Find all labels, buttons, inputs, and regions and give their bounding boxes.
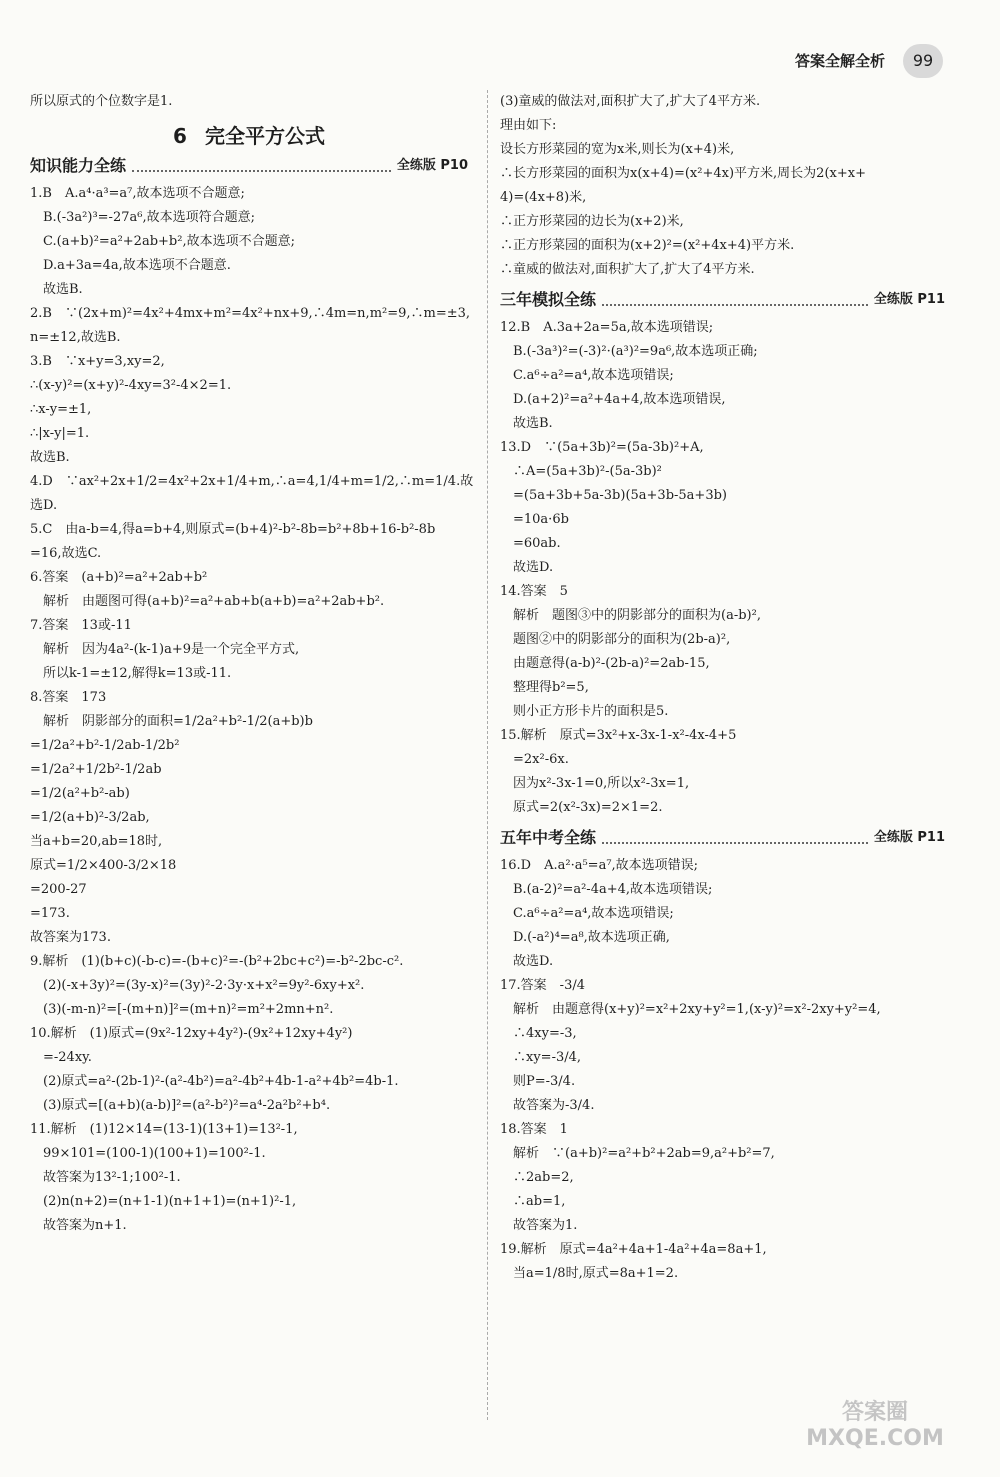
chapter-title	[30, 124, 468, 148]
text-line: ∴2ab=2,	[500, 1170, 574, 1185]
text-line: ∴A=(5a+3b)²-(5a-3b)²	[500, 464, 662, 479]
text-line: B.(-3a³)²=(-3)²·(a³)²=9a⁶,故本选项正确;	[500, 344, 758, 359]
text-line: 所以k-1=±12,解得k=13或-11.	[30, 666, 232, 681]
section-title: 三年模拟全练	[500, 290, 597, 309]
text-line: =60ab.	[500, 536, 561, 551]
text-line: (3)童威的做法对,面积扩大了,扩大了4平方米.	[500, 94, 761, 109]
text-line: 故选B.	[30, 450, 70, 465]
text-line: =1/2a²+b²-1/2ab-1/2b²	[30, 738, 180, 753]
text-line: 则P=-3/4.	[500, 1074, 576, 1089]
text-line: 解析 阴影部分的面积=1/2a²+b²-1/2(a+b)b	[30, 714, 313, 729]
text-line: 3.B ∵x+y=3,xy=2,	[30, 354, 165, 369]
text-line: 11.解析 (1)12×14=(13-1)(13+1)=13²-1,	[30, 1122, 298, 1137]
right-column	[500, 90, 945, 1286]
text-line: 6.答案 (a+b)²=a²+2ab+b²	[30, 570, 208, 585]
text-line: 理由如下:	[500, 118, 557, 133]
text-line: (3)原式=[(a+b)(a-b)]²=(a²-b²)²=a⁴-2a²b²+b⁴.	[30, 1098, 331, 1113]
text-line: C.a⁶÷a²=a⁴,故本选项错误;	[500, 906, 674, 921]
page-number: 99	[903, 44, 943, 78]
text-line: B.(-3a²)³=-27a⁶,故本选项符合题意;	[30, 210, 255, 225]
text-line: 故选B.	[30, 282, 83, 297]
leader-dots	[602, 294, 868, 306]
section-title: 知识能力全练	[30, 156, 127, 175]
text-line: 解析 由题图可得(a+b)²=a²+ab+b(a+b)=a²+2ab+b².	[30, 594, 385, 609]
section-ref: 全练版 P10	[396, 158, 468, 173]
text-line: 故答案为-3/4.	[500, 1098, 595, 1113]
text-line: 4)=(4x+8)米,	[500, 190, 587, 205]
text-line: 19.解析 原式=4a²+4a+1-4a²+4a=8a+1,	[500, 1242, 767, 1257]
text-line: (2)n(n+2)=(n+1-1)(n+1+1)=(n+1)²-1,	[30, 1194, 297, 1209]
text-line: 由题意得(a-b)²-(2b-a)²=2ab-15,	[500, 656, 710, 671]
text-line: 解析 题图③中的阴影部分的面积为(a-b)²,	[500, 608, 761, 623]
text-line: 因为x²-3x-1=0,所以x²-3x=1,	[500, 776, 690, 791]
text-line: 设长方形菜园的宽为x米,则长为(x+4)米,	[500, 142, 735, 157]
text-line: (2)(-x+3y)²=(3y-x)²=(3y)²-2·3y·x+x²=9y²-6xy+x².	[30, 978, 365, 993]
text-line: 故答案为13²-1;100²-1.	[30, 1170, 181, 1185]
text-line: 故答案为173.	[30, 930, 111, 945]
text-line: 故选D.	[500, 954, 554, 969]
text-line: 当a=1/8时,原式=8a+1=2.	[500, 1266, 679, 1281]
text-line: =1/2(a+b)²-3/2ab,	[30, 810, 150, 825]
text-line: n=±12,故选B.	[30, 330, 121, 345]
text-line: 9.解析 (1)(b+c)(-b-c)=-(b+c)²=-(b²+2bc+c²)=-b²-2bc-c².	[30, 954, 404, 969]
text-line: 故答案为1.	[500, 1218, 578, 1233]
text-line: D.(-a²)⁴=a⁸,故本选项正确,	[500, 930, 670, 945]
section-ref: 全练版 P11	[873, 292, 945, 307]
text-line: C.(a+b)²=a²+2ab+b²,故本选项不合题意;	[30, 234, 295, 249]
text-line: (3)(-m-n)²=[-(m+n)]²=(m+n)²=m²+2mn+n².	[30, 1002, 334, 1017]
section-ref: 全练版 P11	[873, 830, 945, 845]
text-line: 解析 由题意得(x+y)²=x²+2xy+y²=1,(x-y)²=x²-2xy+y²=4,	[500, 1002, 881, 1017]
text-line: =16,故选C.	[30, 546, 102, 561]
text-line: ∴童威的做法对,面积扩大了,扩大了4平方米.	[500, 262, 755, 277]
text-line: =200-27	[30, 882, 87, 897]
text-line: D.(a+2)²=a²+4a+4,故本选项错误,	[500, 392, 726, 407]
text-line: 解析 ∵(a+b)²=a²+b²+2ab=9,a²+b²=7,	[500, 1146, 775, 1161]
text-line: B.(a-2)²=a²-4a+4,故本选项错误;	[500, 882, 713, 897]
text-line: =-24xy.	[30, 1050, 92, 1065]
section-title: 五年中考全练	[500, 828, 597, 847]
text-line: ∴正方形菜园的面积为(x+2)²=(x²+4x+4)平方米.	[500, 238, 795, 253]
text-line: ∴|x-y|=1.	[30, 426, 90, 441]
text-line: 故答案为n+1.	[30, 1218, 127, 1233]
text-line: ∴ab=1,	[500, 1194, 566, 1209]
text-line: 选D.	[30, 498, 58, 513]
text-line: C.a⁶÷a²=a⁴,故本选项错误;	[500, 368, 674, 383]
text-line: (2)原式=a²-(2b-1)²-(a²-4b²)=a²-4b²+4b-1-a²+4b²=4b-1.	[30, 1074, 399, 1089]
text-line: 解析 因为4a²-(k-1)a+9是一个完全平方式,	[30, 642, 300, 657]
text-line: =1/2a²+1/2b²-1/2ab	[30, 762, 162, 777]
section-header	[30, 154, 468, 178]
text-line: 原式=1/2×400-3/2×18	[30, 858, 177, 873]
text-line: 5.C 由a-b=4,得a=b+4,则原式=(b+4)²-b²-8b=b²+8b+16-b²-8b	[30, 522, 436, 537]
column-divider	[487, 90, 488, 1420]
text-line: ∴正方形菜园的边长为(x+2)米,	[500, 214, 684, 229]
text-line: =173.	[30, 906, 70, 921]
watermark-logo: 答案圈	[841, 1400, 908, 1425]
text-line: 8.答案 173	[30, 690, 107, 705]
text-line: =1/2(a²+b²-ab)	[30, 786, 130, 801]
leader-dots	[602, 832, 868, 844]
text-line: 14.答案 5	[500, 584, 568, 599]
text-line: 题图②中的阴影部分的面积为(2b-a)²,	[500, 632, 731, 647]
watermark	[790, 1400, 960, 1452]
text-line: 7.答案 13或-11	[30, 618, 132, 633]
text-line: 原式=2(x²-3x)=2×1=2.	[500, 800, 663, 815]
text-line: 故选D.	[500, 560, 554, 575]
text-line: ∴x-y=±1,	[30, 402, 92, 417]
leader-dots	[132, 160, 391, 172]
text-line: 10.解析 (1)原式=(9x²-12xy+4y²)-(9x²+12xy+4y²)	[30, 1026, 353, 1041]
chapter-number: 6	[173, 124, 187, 148]
text-line: ∴长方形菜园的面积为x(x+4)=(x²+4x)平方米,周长为2(x+x+	[500, 166, 866, 181]
text-line: 故选B.	[500, 416, 553, 431]
text-line: 15.解析 原式=3x²+x-3x-1-x²-4x-4+5	[500, 728, 737, 743]
text-line: =2x²-6x.	[500, 752, 569, 767]
chapter-text: 完全平方公式	[204, 124, 325, 148]
text-line: 则小正方形卡片的面积是5.	[500, 704, 669, 719]
text-line: 18.答案 1	[500, 1122, 568, 1137]
text-line: ∴xy=-3/4,	[500, 1050, 582, 1065]
text-line: 整理得b²=5,	[500, 680, 589, 695]
text-line: 当a+b=20,ab=18时,	[30, 834, 163, 849]
watermark-domain: MXQE.COM	[806, 1426, 944, 1451]
text-line: ∴(x-y)²=(x+y)²-4xy=3²-4×2=1.	[30, 378, 232, 393]
text-line: =10a·6b	[500, 512, 569, 527]
text-line: 12.B A.3a+2a=5a,故本选项错误;	[500, 320, 714, 335]
text-line: =(5a+3b+5a-3b)(5a+3b-5a+3b)	[500, 488, 727, 503]
section-header	[500, 826, 945, 850]
text-line: 99×101=(100-1)(100+1)=100²-1.	[30, 1146, 266, 1161]
text-line: 1.B A.a⁴·a³=a⁷,故本选项不合题意;	[30, 186, 245, 201]
text-line: 16.D A.a²·a⁵=a⁷,故本选项错误;	[500, 858, 699, 873]
text-line: 2.B ∵(2x+m)²=4x²+4mx+m²=4x²+nx+9,∴4m=n,m²=9,∴m=±3,	[30, 306, 471, 321]
text-line: D.a+3a=4a,故本选项不合题意.	[30, 258, 231, 273]
section-header	[500, 288, 945, 312]
text-line: 所以原式的个位数字是1.	[30, 94, 173, 109]
header-label: 答案全解全析	[795, 52, 886, 70]
text-line: 13.D ∵(5a+3b)²=(5a-3b)²+A,	[500, 440, 704, 455]
left-column	[30, 90, 474, 1238]
text-line: 4.D ∵ax²+2x+1/2=4x²+2x+1/4+m,∴a=4,1/4+m=1/2,∴m=1/4.故	[30, 474, 474, 489]
text-line: 17.答案 -3/4	[500, 978, 585, 993]
text-line: ∴4xy=-3,	[500, 1026, 577, 1041]
